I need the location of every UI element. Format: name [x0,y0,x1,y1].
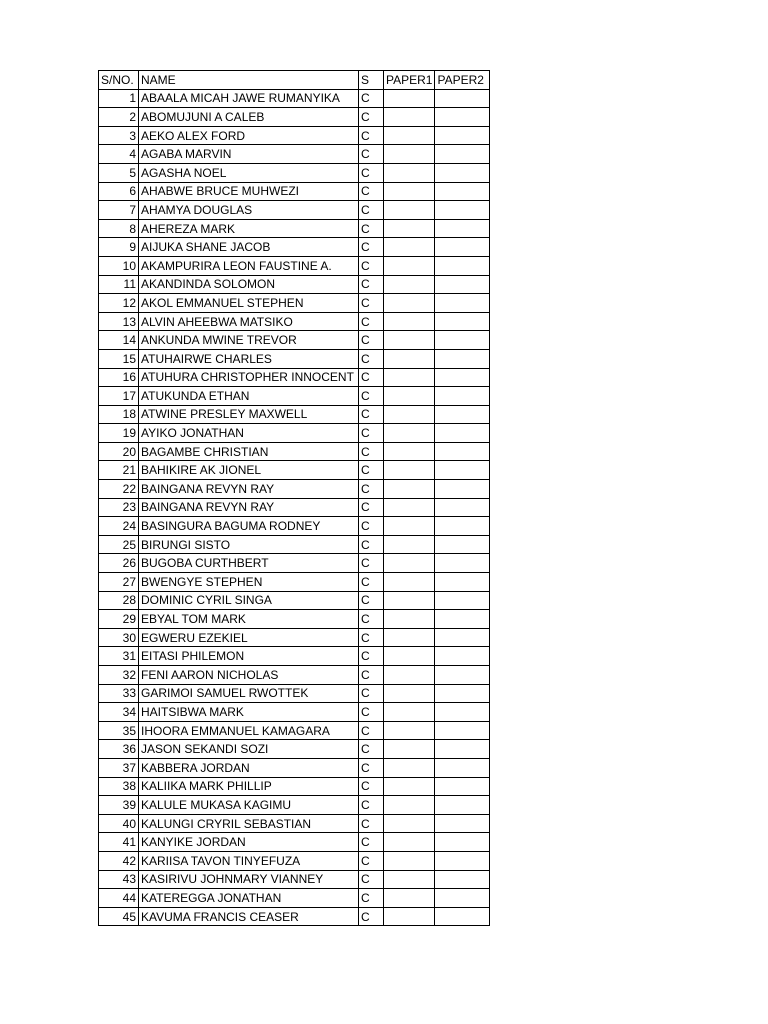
cell-paper2 [435,870,490,889]
table-row [99,368,490,387]
cell-sno: 29 [99,610,139,629]
cell-s: C [359,424,384,443]
cell-sno: 30 [99,628,139,647]
cell-name: ATWINE PRESLEY MAXWELL [139,405,359,424]
cell-paper2 [435,535,490,554]
cell-s: C [359,684,384,703]
cell-s: C [359,758,384,777]
table-row [99,238,490,257]
table-row [99,740,490,759]
cell-paper1 [384,851,435,870]
cell-paper1 [384,461,435,480]
cell-name: BIRUNGI SISTO [139,535,359,554]
cell-name: DOMINIC CYRIL SINGA [139,591,359,610]
cell-s: C [359,219,384,238]
cell-paper2 [435,628,490,647]
cell-sno: 43 [99,870,139,889]
cell-s: C [359,294,384,313]
cell-paper2 [435,889,490,908]
table-row [99,405,490,424]
cell-name: KANYIKE JORDAN [139,833,359,852]
table-row [99,684,490,703]
header-s: S [359,71,384,90]
cell-paper2 [435,405,490,424]
cell-paper1 [384,182,435,201]
cell-sno: 4 [99,145,139,164]
cell-paper1 [384,145,435,164]
cell-paper1 [384,275,435,294]
cell-paper1 [384,387,435,406]
cell-paper1 [384,573,435,592]
cell-s: C [359,498,384,517]
cell-paper1 [384,256,435,275]
table-row [99,814,490,833]
cell-sno: 33 [99,684,139,703]
cell-sno: 2 [99,108,139,127]
cell-paper1 [384,498,435,517]
cell-s: C [359,703,384,722]
table-row [99,461,490,480]
cell-sno: 26 [99,554,139,573]
cell-sno: 42 [99,851,139,870]
cell-s: C [359,108,384,127]
cell-paper1 [384,740,435,759]
cell-sno: 35 [99,721,139,740]
cell-paper1 [384,684,435,703]
cell-s: C [359,740,384,759]
cell-paper2 [435,740,490,759]
cell-sno: 25 [99,535,139,554]
cell-paper2 [435,219,490,238]
cell-name: AHAMYA DOUGLAS [139,201,359,220]
table-row [99,777,490,796]
cell-paper1 [384,163,435,182]
table-row [99,256,490,275]
cell-s: C [359,461,384,480]
cell-paper2 [435,163,490,182]
cell-paper2 [435,647,490,666]
cell-name: BAHIKIRE AK JIONEL [139,461,359,480]
cell-name: KATEREGGA JONATHAN [139,889,359,908]
table-row [99,703,490,722]
table-row [99,889,490,908]
cell-paper2 [435,424,490,443]
cell-s: C [359,442,384,461]
cell-s: C [359,851,384,870]
cell-paper1 [384,703,435,722]
cell-paper2 [435,368,490,387]
cell-s: C [359,554,384,573]
table-row [99,145,490,164]
cell-paper2 [435,814,490,833]
cell-name: KAVUMA FRANCIS CEASER [139,907,359,926]
student-list-table [98,70,490,926]
cell-sno: 41 [99,833,139,852]
header-paper2: PAPER2 [435,71,490,90]
header-paper1: PAPER1 [384,71,435,90]
cell-paper2 [435,256,490,275]
cell-sno: 16 [99,368,139,387]
cell-name: BAINGANA REVYN RAY [139,498,359,517]
cell-name: ABOMUJUNI A CALEB [139,108,359,127]
cell-paper2 [435,666,490,685]
cell-sno: 17 [99,387,139,406]
cell-s: C [359,163,384,182]
cell-s: C [359,573,384,592]
cell-name: JASON SEKANDI SOZI [139,740,359,759]
cell-name: ALVIN AHEEBWA MATSIKO [139,312,359,331]
table-body [99,89,490,926]
cell-name: EBYAL TOM MARK [139,610,359,629]
cell-name: IHOORA EMMANUEL KAMAGARA [139,721,359,740]
cell-name: AKANDINDA SOLOMON [139,275,359,294]
cell-s: C [359,275,384,294]
cell-sno: 24 [99,517,139,536]
cell-s: C [359,480,384,499]
table-row [99,442,490,461]
cell-paper1 [384,610,435,629]
cell-sno: 22 [99,480,139,499]
cell-sno: 18 [99,405,139,424]
cell-sno: 14 [99,331,139,350]
cell-paper2 [435,387,490,406]
table-row [99,349,490,368]
cell-s: C [359,182,384,201]
cell-paper2 [435,684,490,703]
cell-s: C [359,201,384,220]
cell-paper1 [384,405,435,424]
cell-paper1 [384,108,435,127]
table-row [99,331,490,350]
cell-s: C [359,666,384,685]
table-row [99,294,490,313]
cell-s: C [359,833,384,852]
cell-sno: 13 [99,312,139,331]
cell-name: KARIISA TAVON TINYEFUZA [139,851,359,870]
cell-paper1 [384,907,435,926]
cell-name: AHABWE BRUCE MUHWEZI [139,182,359,201]
cell-paper2 [435,777,490,796]
cell-s: C [359,387,384,406]
cell-paper2 [435,349,490,368]
table-row [99,498,490,517]
cell-name: AGABA MARVIN [139,145,359,164]
table-row [99,535,490,554]
cell-s: C [359,889,384,908]
table-row [99,851,490,870]
cell-paper2 [435,461,490,480]
table-row [99,610,490,629]
cell-sno: 7 [99,201,139,220]
cell-sno: 20 [99,442,139,461]
cell-paper1 [384,628,435,647]
cell-paper1 [384,721,435,740]
table-row [99,387,490,406]
table-row [99,628,490,647]
cell-name: KABBERA JORDAN [139,758,359,777]
cell-name: ANKUNDA MWINE TREVOR [139,331,359,350]
cell-name: EGWERU EZEKIEL [139,628,359,647]
cell-sno: 28 [99,591,139,610]
table-row [99,517,490,536]
cell-s: C [359,535,384,554]
cell-paper1 [384,442,435,461]
table-row [99,647,490,666]
table-row [99,219,490,238]
cell-name: BAINGANA REVYN RAY [139,480,359,499]
cell-paper1 [384,647,435,666]
cell-paper2 [435,833,490,852]
cell-paper1 [384,870,435,889]
cell-name: HAITSIBWA MARK [139,703,359,722]
cell-paper2 [435,294,490,313]
cell-sno: 11 [99,275,139,294]
cell-sno: 21 [99,461,139,480]
cell-name: GARIMOI SAMUEL RWOTTEK [139,684,359,703]
cell-name: KALUNGI CRYRIL SEBASTIAN [139,814,359,833]
cell-s: C [359,907,384,926]
cell-s: C [359,796,384,815]
cell-s: C [359,721,384,740]
cell-sno: 27 [99,573,139,592]
cell-s: C [359,312,384,331]
cell-paper2 [435,442,490,461]
table-row [99,126,490,145]
cell-sno: 1 [99,89,139,108]
cell-paper1 [384,219,435,238]
cell-name: AIJUKA SHANE JACOB [139,238,359,257]
cell-sno: 8 [99,219,139,238]
cell-s: C [359,331,384,350]
cell-name: AHEREZA MARK [139,219,359,238]
cell-paper2 [435,907,490,926]
cell-paper1 [384,758,435,777]
cell-sno: 40 [99,814,139,833]
cell-s: C [359,647,384,666]
cell-s: C [359,777,384,796]
table-row [99,163,490,182]
cell-name: KALULE MUKASA KAGIMU [139,796,359,815]
cell-s: C [359,368,384,387]
cell-name: ABAALA MICAH JAWE RUMANYIKA [139,89,359,108]
cell-paper2 [435,89,490,108]
cell-name: ATUHURA CHRISTOPHER INNOCENT [139,368,359,387]
table-row [99,907,490,926]
cell-paper2 [435,573,490,592]
cell-paper1 [384,312,435,331]
cell-sno: 6 [99,182,139,201]
cell-name: KASIRIVU JOHNMARY VIANNEY [139,870,359,889]
cell-paper2 [435,517,490,536]
cell-s: C [359,238,384,257]
cell-paper1 [384,368,435,387]
cell-paper1 [384,777,435,796]
cell-name: KALIIKA MARK PHILLIP [139,777,359,796]
cell-sno: 12 [99,294,139,313]
cell-paper1 [384,424,435,443]
cell-s: C [359,814,384,833]
table-row [99,870,490,889]
cell-paper2 [435,480,490,499]
cell-sno: 9 [99,238,139,257]
cell-paper2 [435,108,490,127]
cell-paper1 [384,331,435,350]
cell-sno: 32 [99,666,139,685]
table-row [99,312,490,331]
cell-sno: 10 [99,256,139,275]
cell-sno: 34 [99,703,139,722]
cell-paper2 [435,758,490,777]
cell-paper2 [435,796,490,815]
cell-paper2 [435,591,490,610]
cell-paper2 [435,145,490,164]
cell-paper1 [384,554,435,573]
cell-paper1 [384,349,435,368]
cell-s: C [359,870,384,889]
cell-sno: 3 [99,126,139,145]
cell-sno: 37 [99,758,139,777]
cell-name: AYIKO JONATHAN [139,424,359,443]
cell-paper1 [384,89,435,108]
table-row [99,573,490,592]
cell-paper1 [384,796,435,815]
table-row [99,666,490,685]
cell-paper1 [384,480,435,499]
cell-paper1 [384,201,435,220]
cell-paper2 [435,331,490,350]
table-row [99,201,490,220]
header-sno: S/NO. [99,71,139,90]
cell-paper2 [435,721,490,740]
table-row [99,480,490,499]
cell-sno: 45 [99,907,139,926]
cell-name: BWENGYE STEPHEN [139,573,359,592]
cell-name: ATUKUNDA ETHAN [139,387,359,406]
header-name: NAME [139,71,359,90]
table-row [99,721,490,740]
cell-name: AKAMPURIRA LEON FAUSTINE A. [139,256,359,275]
cell-paper2 [435,201,490,220]
cell-sno: 5 [99,163,139,182]
cell-s: C [359,126,384,145]
cell-name: BAGAMBE CHRISTIAN [139,442,359,461]
cell-paper1 [384,814,435,833]
cell-paper1 [384,238,435,257]
header-row [99,71,490,90]
cell-sno: 15 [99,349,139,368]
table-row [99,275,490,294]
cell-s: C [359,89,384,108]
cell-s: C [359,628,384,647]
cell-sno: 36 [99,740,139,759]
table-row [99,796,490,815]
cell-sno: 23 [99,498,139,517]
cell-paper1 [384,294,435,313]
cell-s: C [359,145,384,164]
table-row [99,89,490,108]
cell-name: AGASHA NOEL [139,163,359,182]
cell-paper1 [384,591,435,610]
table-row [99,554,490,573]
cell-name: EITASI PHILEMON [139,647,359,666]
cell-paper1 [384,126,435,145]
cell-s: C [359,405,384,424]
cell-paper2 [435,703,490,722]
cell-paper1 [384,833,435,852]
cell-sno: 19 [99,424,139,443]
cell-sno: 38 [99,777,139,796]
cell-paper1 [384,517,435,536]
cell-paper2 [435,554,490,573]
cell-paper2 [435,610,490,629]
cell-s: C [359,256,384,275]
cell-paper1 [384,535,435,554]
table-row [99,424,490,443]
table-row [99,591,490,610]
cell-s: C [359,517,384,536]
table-row [99,758,490,777]
cell-name: AEKO ALEX FORD [139,126,359,145]
cell-name: AKOL EMMANUEL STEPHEN [139,294,359,313]
cell-name: BASINGURA BAGUMA RODNEY [139,517,359,536]
table-row [99,833,490,852]
cell-paper1 [384,889,435,908]
cell-sno: 31 [99,647,139,666]
cell-sno: 39 [99,796,139,815]
cell-paper1 [384,666,435,685]
cell-paper2 [435,851,490,870]
cell-sno: 44 [99,889,139,908]
cell-name: BUGOBA CURTHBERT [139,554,359,573]
cell-paper2 [435,498,490,517]
cell-paper2 [435,238,490,257]
table-row [99,108,490,127]
cell-s: C [359,349,384,368]
cell-s: C [359,591,384,610]
cell-paper2 [435,126,490,145]
table-row [99,182,490,201]
cell-paper2 [435,312,490,331]
cell-name: FENI AARON NICHOLAS [139,666,359,685]
cell-s: C [359,610,384,629]
cell-name: ATUHAIRWE CHARLES [139,349,359,368]
cell-paper2 [435,275,490,294]
cell-paper2 [435,182,490,201]
